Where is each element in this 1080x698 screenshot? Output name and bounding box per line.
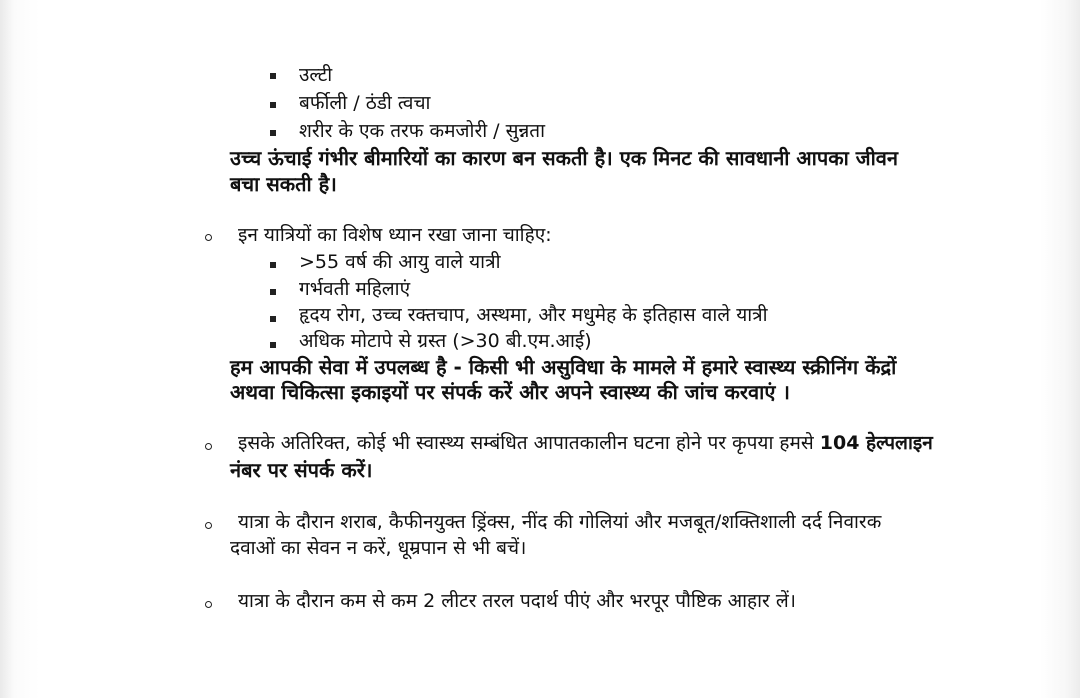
circle-bullet-icon [205, 522, 212, 529]
helpline-text-line1 [238, 434, 933, 453]
square-bullet-icon [270, 102, 276, 108]
special-care-heading: इन यात्रियों का विशेष ध्यान रखा जाना चाहिए: [238, 224, 552, 246]
symptom-item: उल्टी [299, 64, 333, 86]
helpline-text-line2: नंबर पर संपर्क करें। [230, 458, 373, 482]
square-bullet-icon [270, 316, 276, 322]
square-bullet-icon [270, 342, 276, 348]
warning-text-line2: बचा सकती है। [230, 172, 337, 196]
service-text-line2: अथवा चिकित्सा इकाइयों पर संपर्क करें और अपने स्वास्थ्य की जांच करवाएं । [230, 380, 790, 404]
avoid-text-line1: यात्रा के दौरान शराब, कैफीनयुक्त ड्रिंक्स, नींद की गोलियां और मजबूत/शक्तिशाली दर्द निवारक [238, 511, 882, 533]
circle-bullet-icon [205, 601, 212, 608]
warning-text-line1: उच्च ऊंचाई गंभीर बीमारियों का कारण बन सकती है। एक मिनट की सावधानी आपका जीवन [230, 146, 898, 170]
hydration-text: यात्रा के दौरान कम से कम 2 लीटर तरल पदार्थ पीएं और भरपूर पौष्टिक आहार लें। [238, 590, 796, 612]
square-bullet-icon [270, 130, 276, 136]
helpline-number: 104 हेल्पलाइन [819, 432, 933, 454]
helpline-text: इसके अतिरिक्त, कोई भी स्वास्थ्य सम्बंधित आपातकालीन घटना होने पर कृपया हमसे [238, 432, 820, 454]
avoid-text-line2: दवाओं का सेवन न करें, धूम्रपान से भी बचें। [230, 537, 527, 559]
square-bullet-icon [270, 262, 276, 268]
square-bullet-icon [270, 73, 276, 79]
special-care-item: >55 वर्ष की आयु वाले यात्री [299, 251, 501, 273]
circle-bullet-icon [205, 443, 212, 450]
square-bullet-icon [270, 289, 276, 295]
service-text-line1: हम आपकी सेवा में उपलब्ध है - किसी भी असुविधा के मामले में हमारे स्वास्थ्य स्क्रीनिंग केंद्रों [230, 355, 897, 379]
symptom-item: बर्फीली / ठंडी त्वचा [299, 92, 431, 114]
special-care-item: हृदय रोग, उच्च रक्तचाप, अस्थमा, और मधुमेह के इतिहास वाले यात्री [299, 304, 768, 326]
symptom-item: शरीर के एक तरफ कमजोरी / सुन्नता [299, 120, 546, 142]
special-care-item: गर्भवती महिलाएं [299, 278, 411, 300]
circle-bullet-icon [205, 234, 212, 241]
special-care-item: अधिक मोटापे से ग्रस्त (>30 बी.एम.आई) [299, 330, 592, 352]
